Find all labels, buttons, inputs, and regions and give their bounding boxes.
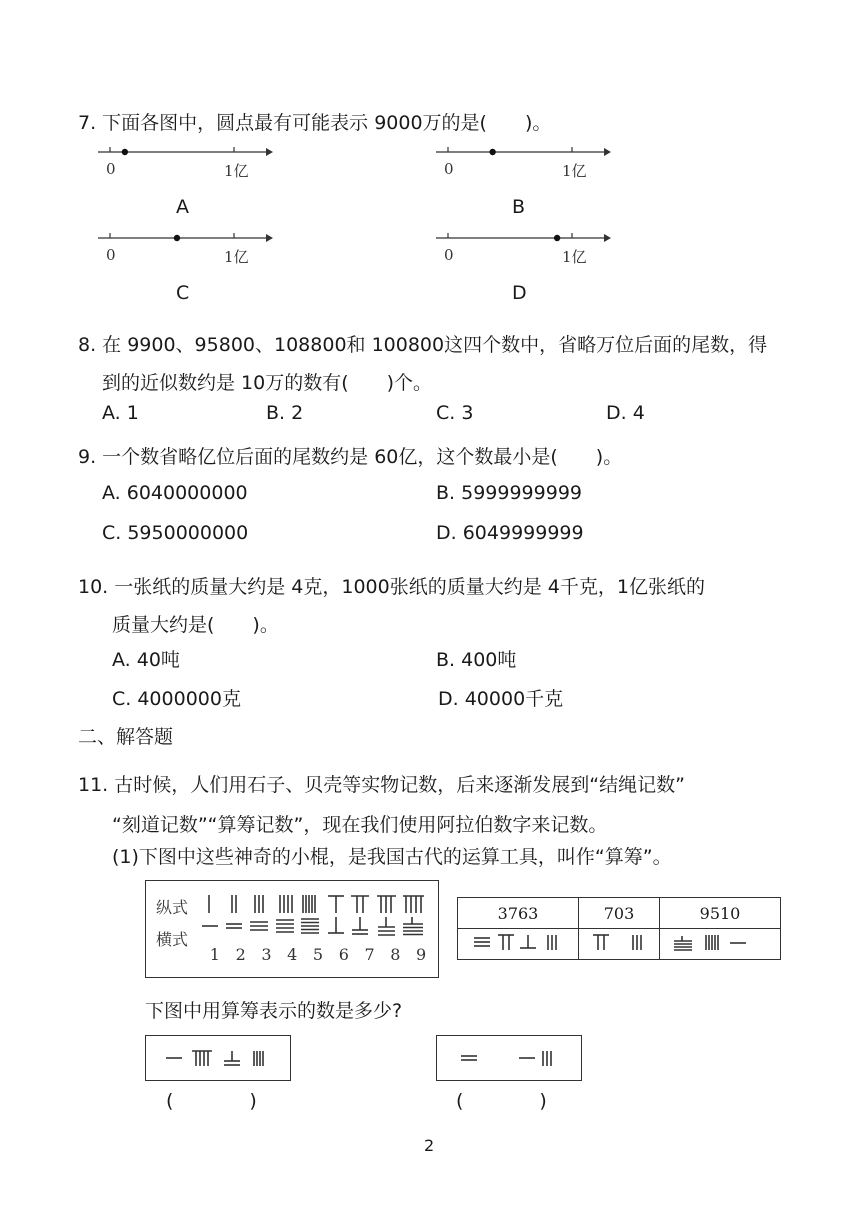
section-heading: 二、解答题 — [78, 726, 174, 748]
number-line-dot — [122, 149, 128, 155]
q10-line1: 10. 一张纸的质量大约是 4克，1000张纸的质量大约是 4千克，1亿张纸的 — [78, 576, 705, 598]
zero-label: 0 — [106, 246, 116, 264]
axis-arrow — [604, 234, 611, 242]
axis-arrow — [604, 148, 611, 156]
digit-9: 9 — [416, 945, 427, 964]
number-line-dot — [489, 149, 495, 155]
q11-line1: 11. 古时候，人们用石子、贝壳等实物记数，后来逐渐发展到“结绳记数” — [78, 774, 685, 796]
q9-option-a: A. 6040000000 — [102, 482, 248, 504]
q7-stem: 7. 下面各图中，圆点最有可能表示 9000万的是( )。 — [78, 112, 552, 134]
rods-703-svg — [591, 932, 647, 952]
zero-label: 0 — [444, 246, 454, 264]
digit-7: 7 — [364, 945, 375, 964]
q8-option-d: D. 4 — [606, 402, 645, 424]
q11-prompt: 下图中用算筹表示的数是多少? — [145, 1000, 403, 1022]
rods-9510 — [660, 929, 781, 960]
vertical-rod-7 — [351, 896, 369, 913]
vertical-rod-9 — [403, 896, 424, 913]
vertical-rod-5 — [303, 895, 315, 913]
q11-line2: “刻道记数”“算筹记数”，现在我们使用阿拉伯数字来记数。 — [112, 814, 608, 836]
q10-option-b: B. 400吨 — [436, 649, 517, 671]
digit-2: 2 — [235, 945, 246, 964]
option-c-label: C — [176, 282, 190, 304]
horizontal-rod-3 — [250, 922, 268, 930]
horizontal-rod-8 — [378, 917, 395, 935]
vertical-rod-2 — [232, 895, 236, 913]
q8-line2: 到的近似数约是 10万的数有( )个。 — [102, 372, 433, 394]
rods-703 — [579, 929, 660, 960]
zero-label: 0 — [444, 160, 454, 178]
answer-blank-2[interactable]: ( ) — [456, 1090, 547, 1112]
digit-6: 6 — [338, 945, 349, 964]
example-number-3763: 3763 — [458, 898, 579, 929]
q8-option-b: B. 2 — [266, 402, 304, 424]
answer-blank-1[interactable]: ( ) — [166, 1090, 257, 1112]
horizontal-rod-2 — [226, 924, 242, 928]
rod-question-1-svg — [164, 1048, 274, 1068]
counting-rod-legend — [145, 880, 439, 978]
vertical-form-label: 纵式 — [156, 898, 189, 917]
rod-question-2-svg — [459, 1048, 559, 1068]
rods-9510-svg — [672, 932, 768, 952]
vertical-rod-6 — [328, 896, 344, 913]
q8-line1: 8. 在 9900、95800、108800和 100800这四个数中，省略万位后面的尾数，得 — [78, 334, 768, 356]
option-a-label: A — [176, 196, 189, 218]
digit-3: 3 — [261, 945, 272, 964]
digit-4: 4 — [287, 945, 298, 964]
horizontal-rod-7 — [352, 917, 368, 934]
rod-question-box-2 — [436, 1035, 582, 1081]
axis-arrow — [266, 234, 273, 242]
horizontal-rod-4 — [276, 920, 294, 932]
q9-stem: 9. 一个数省略亿位后面的尾数约是 60亿，这个数最小是( )。 — [78, 446, 623, 468]
zero-label: 0 — [106, 160, 116, 178]
vertical-rod-8 — [377, 896, 396, 913]
q10-option-c: C. 4000000克 — [112, 688, 241, 710]
digit-1: 1 — [209, 945, 220, 964]
digit-8: 8 — [390, 945, 401, 964]
counting-rod-glyphs — [202, 893, 432, 939]
vertical-rod-3 — [255, 895, 263, 913]
horizontal-form-label: 横式 — [156, 930, 189, 949]
number-line-dot — [554, 235, 560, 241]
q11-sub1: (1)下图中这些神奇的小棍，是我国古代的运算工具，叫作“算筹”。 — [112, 846, 672, 868]
digit-row — [202, 945, 434, 964]
option-b-label: B — [512, 196, 526, 218]
example-number-703: 703 — [579, 898, 660, 929]
horizontal-rod-6 — [328, 917, 344, 933]
q10-option-d: D. 40000千克 — [438, 688, 564, 710]
end-label: 1亿 — [224, 162, 249, 180]
q9-option-b: B. 5999999999 — [436, 482, 582, 504]
rod-question-box-1 — [145, 1035, 291, 1081]
vertical-rod-4 — [280, 895, 292, 913]
rods-3763 — [458, 929, 579, 960]
rod-example-table — [457, 897, 781, 960]
axis-arrow — [266, 148, 273, 156]
q10-option-a: A. 40吨 — [112, 649, 180, 671]
option-d-label: D — [512, 282, 527, 304]
rods-3763-svg — [470, 932, 566, 952]
q9-option-c: C. 5950000000 — [102, 522, 249, 544]
example-number-9510: 9510 — [660, 898, 781, 929]
horizontal-rod-9 — [403, 917, 423, 935]
page-number: 2 — [424, 1136, 435, 1155]
digit-5: 5 — [312, 945, 324, 964]
q10-line2: 质量大约是( )。 — [112, 614, 279, 636]
end-label: 1亿 — [562, 162, 587, 180]
horizontal-rod-5 — [301, 919, 319, 933]
end-label: 1亿 — [224, 248, 249, 266]
q8-option-a: A. 1 — [102, 402, 139, 424]
number-line-dot — [174, 235, 180, 241]
end-label: 1亿 — [562, 248, 587, 266]
q9-option-d: D. 6049999999 — [436, 522, 584, 544]
q8-option-c: C. 3 — [436, 402, 474, 424]
